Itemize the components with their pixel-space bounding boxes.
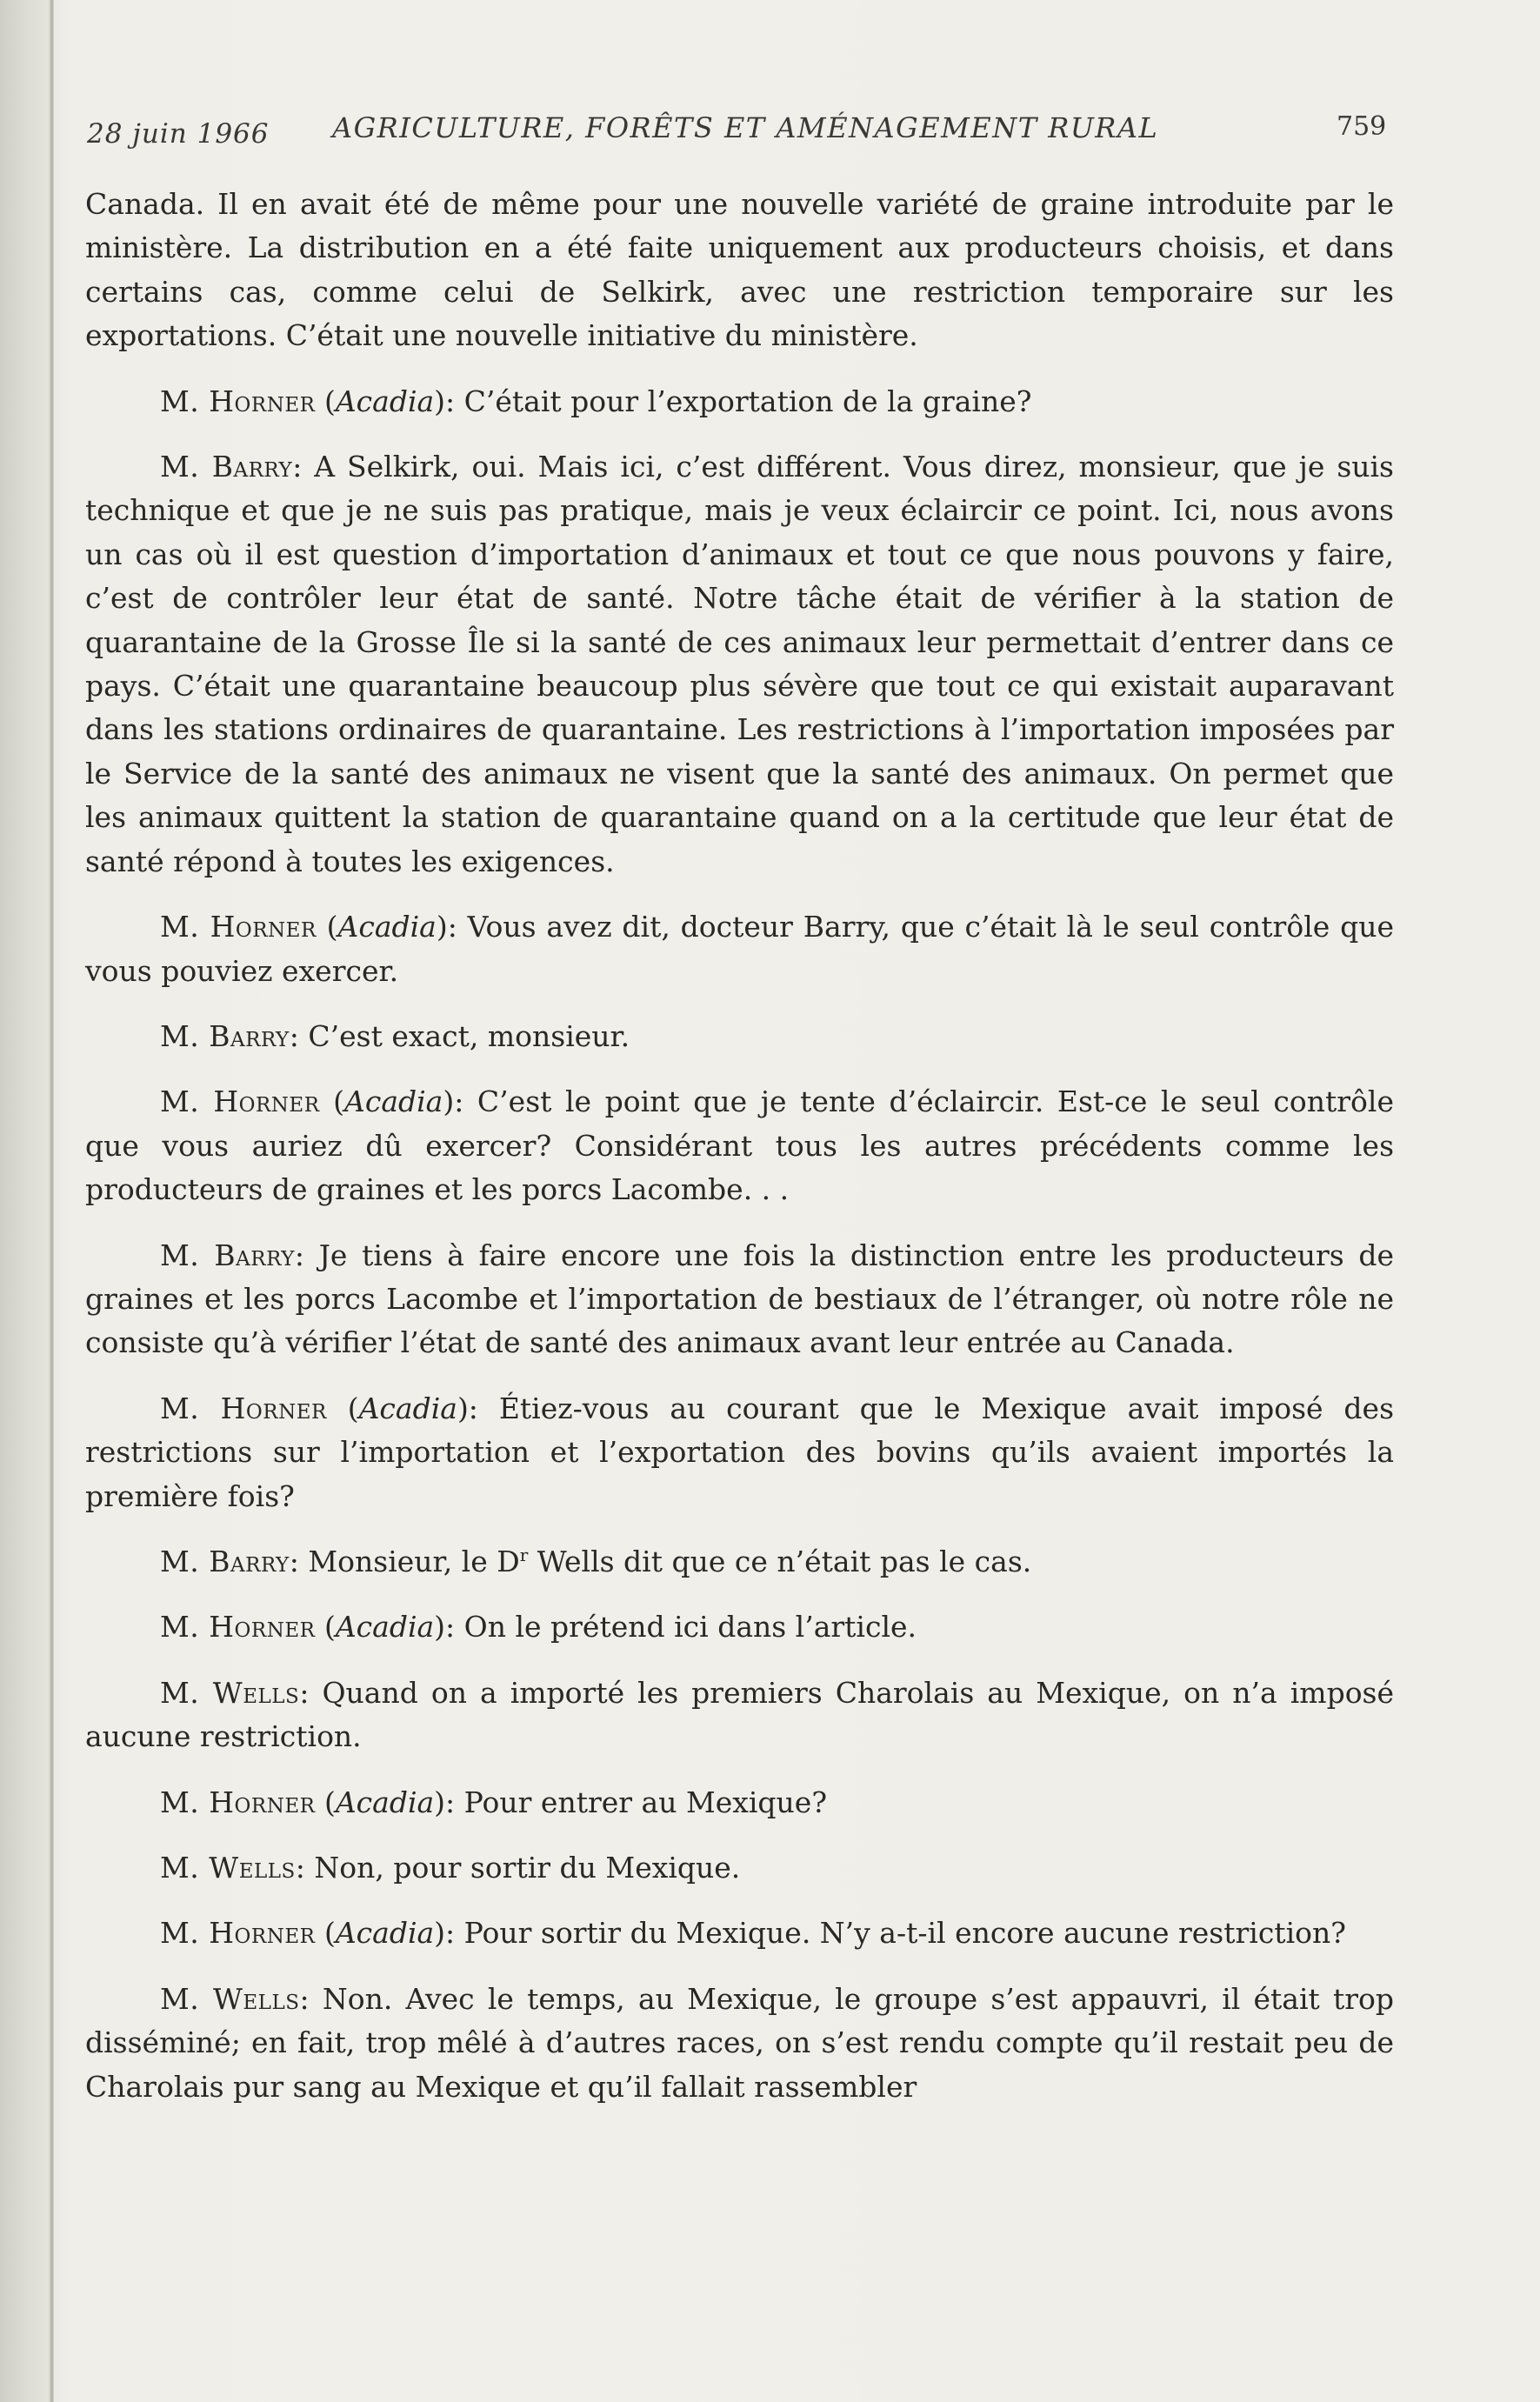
gutter-line	[50, 0, 53, 2402]
speech-text: On le prétend ici dans l’article.	[463, 1610, 917, 1645]
paragraph-continuation: Canada. Il en avait été de même pour une nouvelle variété de graine introduite par le ministère. La distribution en a été faite uniquement aux producteurs choisis, et dans certains cas, comme celui de Selkirk, avec une restriction temporaire sur les exportations. C’était une nouvelle initiative du ministère.	[85, 187, 1394, 353]
speech-text: Je tiens à faire encore une fois la distinction entre les producteurs de graines et les porcs Lacombe et l’importation de bestiaux de l’étranger, où notre rôle ne consiste qu’à vérifier l’état de santé des animaux avant leur entrée au Canada.	[85, 1238, 1394, 1360]
speaker-name: M. Barry	[160, 1238, 295, 1272]
header-date: 28 juin 1966	[87, 118, 270, 150]
speaker-name: M. Wells	[160, 1981, 300, 2016]
speaker-affiliation: Acadia	[344, 1084, 443, 1119]
paragraph-barry-4: M. Barry: Monsieur, le $D^r$ Wells dit que ce n’était pas le cas.	[160, 1544, 1032, 1578]
paragraph-wells-2: M. Wells: Non, pour sortir du Mexique.	[160, 1851, 741, 1885]
speech-text: Étiez-vous au courant que le Mexique avait imposé des restrictions sur l’importation et l’exportation des bovins qu’ils avaient importés la première fois?	[85, 1391, 1395, 1513]
paragraph-horner-4: M. Horner (Acadia): Étiez-vous au courant que le Mexique avait imposé des restrictions sur l’importation et l’exportation des bovins qu’ils avaient importés la première fois?	[85, 1391, 1395, 1513]
speech-text: Quand on a importé les premiers Charolais au Mexique, on n’a imposé aucune restriction.	[85, 1675, 1395, 1754]
paragraph-wells-3: M. Wells: Non. Avec le temps, au Mexique, le groupe s’est appauvri, il était trop disséminé; en fait, trop mêlé à d’autres races, on s’est rendu compte qu’il restait peu de Charolais pur sang au Mexique et qu’il fallait rassembler	[85, 1981, 1395, 2104]
paragraph-horner-6: M. Horner (Acadia): Pour entrer au Mexique?	[160, 1785, 828, 1819]
speaker-affiliation: Acadia	[335, 384, 435, 418]
speaker-name: M. Horner	[160, 910, 317, 944]
speech-text: Vous avez dit, docteur Barry, que c’était là le seul contrôle que vous pouviez exercer.	[85, 910, 1395, 988]
page-number: 759	[1337, 111, 1387, 142]
speaker-name: M. Horner	[160, 1785, 316, 1819]
paragraph-horner-2: M. Horner (Acadia): Vous avez dit, docteur Barry, que c’était là le seul contrôle que vous pouviez exercer.	[85, 910, 1395, 988]
speech-text-after: Wells dit que ce n’était pas le cas.	[528, 1544, 1032, 1578]
paragraph-barry-3: M. Barry: Je tiens à faire encore une fois la distinction entre les producteurs de graines et les porcs Lacombe et l’importation de bestiaux de l’étranger, où notre rôle ne consiste qu’à vérifier l’état de santé des animaux avant leur entrée au Canada.	[85, 1238, 1394, 1360]
speaker-affiliation: Acadia	[335, 1785, 435, 1819]
speaker-affiliation: Acadia	[335, 1916, 435, 1951]
speaker-name: M. Wells	[160, 1851, 296, 1885]
speech-text: C’est exact, monsieur.	[308, 1018, 630, 1053]
paragraph-barry-1: M. Barry: A Selkirk, oui. Mais ici, c’est différent. Vous direz, monsieur, que je suis technique et que je ne suis pas pratique, mais je veux éclaircir ce point. Ici, nous avons un cas où il est question d’importation d’animaux et tout ce que nous pouvons y faire, c’est de contrôler leur état de santé. Notre tâche était de vérifier à la station de quarantaine de la Grosse Île si la santé de ces animaux leur permettait d’entrer dans ce pays. C’était une quarantaine beaucoup plus sévère que tout ce qui existait auparavant dans les stations ordinaires de quarantaine. Les restrictions à l’importation imposées par le Service de la santé des animaux ne visent que la santé des animaux. On permet que les animaux quittent la station de quarantaine quand on a la certitude que leur état de santé répond à toutes les exigences.	[85, 450, 1394, 878]
speaker-name: M. Barry	[160, 1544, 290, 1578]
speaker-name: M. Wells	[160, 1675, 300, 1710]
speaker-affiliation: Acadia	[335, 1610, 435, 1645]
speaker-name: M. Barry	[160, 1018, 290, 1053]
header-title: AGRICULTURE, FORÊTS ET AMÉNAGEMENT RURAL	[332, 111, 1159, 144]
speaker-name: M. Horner	[160, 1916, 316, 1951]
paragraph-wells-1: M. Wells: Quand on a importé les premiers Charolais au Mexique, on n’a imposé aucune restriction.	[85, 1675, 1395, 1754]
speech-text: A Selkirk, oui. Mais ici, c’est différent. Vous direz, monsieur, que je suis technique et que je ne suis pas pratique, mais je veux éclaircir ce point. Ici, nous avons un cas où il est question d’importation d’animaux et tout ce que nous pouvons y faire, c’est de contrôler leur état de santé. Notre tâche était de vérifier à la station de quarantaine de la Grosse Île si la santé de ces animaux leur permettait d’entrer dans ce pays. C’était une quarantaine beaucoup plus sévère que tout ce qui existait auparavant dans les stations ordinaires de quarantaine. Les restrictions à l’importation imposées par le Service de la santé des animaux ne visent que la santé des animaux. On permet que les animaux quittent la station de quarantaine quand on a la certitude que leur état de santé répond à toutes les exigences.	[85, 450, 1394, 878]
superscript-r: r	[519, 1544, 529, 1565]
paragraph-barry-2: M. Barry: C’est exact, monsieur.	[160, 1018, 630, 1053]
book-gutter	[0, 0, 54, 2402]
speaker-name: M. Horner	[160, 1610, 316, 1645]
speaker-affiliation: Acadia	[337, 910, 437, 944]
speaker-name: M. Barry	[160, 450, 293, 484]
speaker-name: M. Horner	[160, 384, 316, 418]
speech-text: Pour sortir du Mexique. N’y a-t-il encore aucune restriction?	[463, 1916, 1346, 1951]
speech-text: C’était pour l’exportation de la graine?	[463, 384, 1032, 418]
transcript-body	[85, 183, 1394, 2109]
speech-text: Pour entrer au Mexique?	[463, 1785, 828, 1819]
paragraph-horner-7: M. Horner (Acadia): Pour sortir du Mexique. N’y a-t-il encore aucune restriction?	[160, 1916, 1346, 1951]
speech-text: Non, pour sortir du Mexique.	[314, 1851, 741, 1885]
speaker-affiliation: Acadia	[358, 1391, 457, 1425]
speaker-name: M. Horner	[160, 1084, 320, 1119]
speech-text: C’est le point que je tente d’éclaircir. Est-ce le seul contrôle que vous auriez dû exercer? Considérant tous les autres précédents comme les producteurs de graines et les porcs Lacombe. . .	[85, 1084, 1395, 1207]
paragraph-horner-5: M. Horner (Acadia): On le prétend ici dans l’article.	[160, 1610, 917, 1645]
speech-text: Non. Avec le temps, au Mexique, le groupe s’est appauvri, il était trop disséminé; en fait, trop mêlé à d’autres races, on s’est rendu compte qu’il restait peu de Charolais pur sang au Mexique et qu’il fallait rassembler	[85, 1981, 1395, 2104]
speaker-name: M. Horner	[160, 1391, 327, 1425]
paragraph-horner-1: M. Horner (Acadia): C’était pour l’exportation de la graine?	[160, 384, 1032, 418]
running-header	[87, 111, 1391, 155]
paragraph-horner-3: M. Horner (Acadia): C’est le point que je tente d’éclaircir. Est-ce le seul contrôle que vous auriez dû exercer? Considérant tous les autres précédents comme les producteurs de graines et les porcs Lacombe. . .	[85, 1084, 1395, 1207]
speech-text-before: Monsieur, le D	[308, 1544, 520, 1578]
